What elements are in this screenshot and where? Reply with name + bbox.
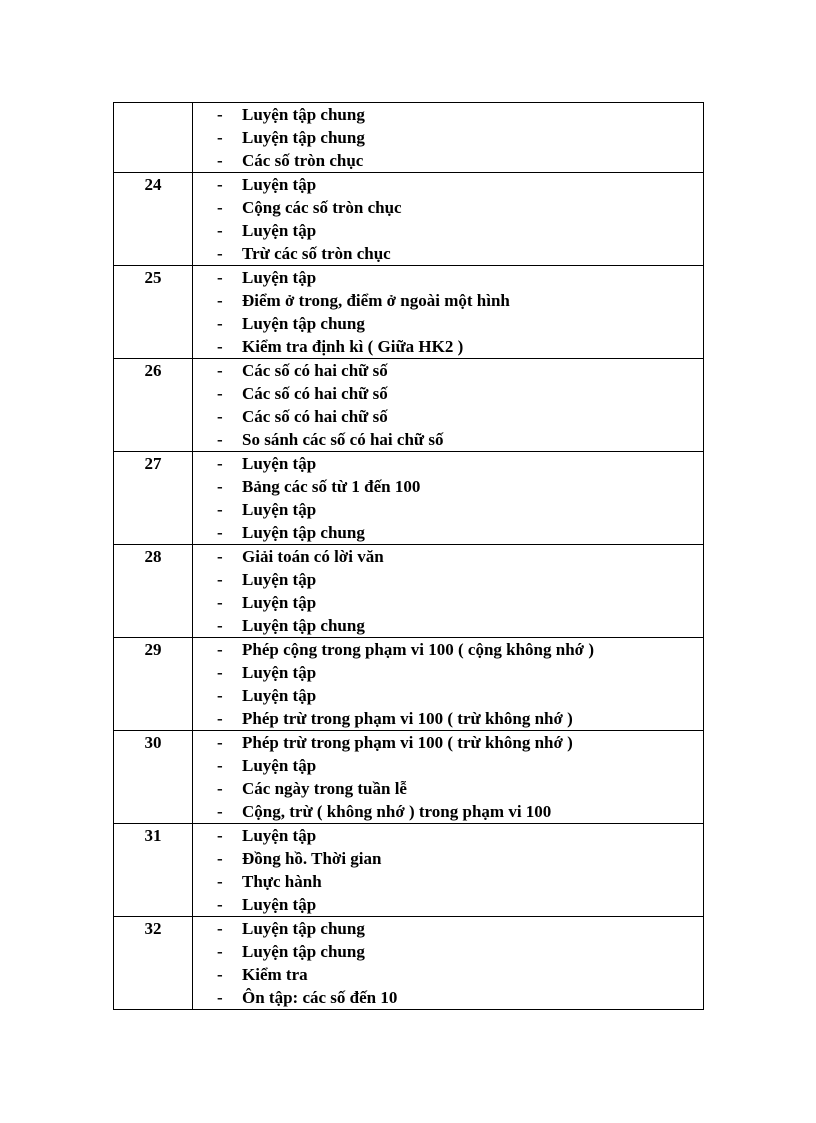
week-number: 29 (114, 638, 193, 731)
lesson-title: Luyện tập chung (242, 523, 365, 542)
lesson-title: Cộng các số tròn chục (242, 198, 402, 217)
lessons-cell (193, 731, 704, 824)
dash-bullet-icon: - (217, 244, 223, 263)
dash-bullet-icon: - (217, 895, 223, 914)
list-item (193, 917, 703, 940)
lesson-list (193, 452, 703, 544)
dash-bullet-icon: - (217, 988, 223, 1007)
lesson-title: Trừ các số tròn chục (242, 244, 391, 263)
dash-bullet-icon: - (217, 802, 223, 821)
lesson-title: Luyện tập (242, 268, 317, 287)
week-number (114, 103, 193, 173)
lesson-title: Ôn tập: các số đến 10 (242, 988, 398, 1007)
list-item (193, 289, 703, 312)
table-row (114, 731, 704, 824)
dash-bullet-icon: - (217, 849, 223, 868)
dash-bullet-icon: - (217, 942, 223, 961)
lesson-list (193, 359, 703, 451)
dash-bullet-icon: - (217, 523, 223, 542)
list-item (193, 382, 703, 405)
lesson-title: Các số có hai chữ số (242, 384, 388, 403)
lesson-title: Phép trừ trong phạm vi 100 ( trừ không nhớ ) (242, 733, 573, 752)
list-item (193, 893, 703, 916)
list-item (193, 475, 703, 498)
lessons-cell (193, 824, 704, 917)
week-number: 26 (114, 359, 193, 452)
lesson-title: Thực hành (242, 872, 322, 891)
list-item (193, 754, 703, 777)
dash-bullet-icon: - (217, 221, 223, 240)
table-row (114, 103, 704, 173)
list-item (193, 242, 703, 265)
lessons-cell (193, 452, 704, 545)
lessons-cell (193, 266, 704, 359)
lesson-title: Luyện tập (242, 756, 317, 775)
lessons-cell (193, 917, 704, 1010)
dash-bullet-icon: - (217, 477, 223, 496)
lesson-title: Phép cộng trong phạm vi 100 ( cộng không nhớ ) (242, 640, 594, 659)
list-item (193, 521, 703, 544)
list-item (193, 963, 703, 986)
dash-bullet-icon: - (217, 198, 223, 217)
lesson-title: Luyện tập (242, 454, 317, 473)
dash-bullet-icon: - (217, 663, 223, 682)
lesson-title: Các số có hai chữ số (242, 407, 388, 426)
lesson-list (193, 824, 703, 916)
list-item (193, 498, 703, 521)
dash-bullet-icon: - (217, 779, 223, 798)
lesson-schedule-table (113, 102, 704, 1010)
lessons-cell (193, 103, 704, 173)
list-item (193, 196, 703, 219)
dash-bullet-icon: - (217, 291, 223, 310)
dash-bullet-icon: - (217, 337, 223, 356)
lesson-list (193, 173, 703, 265)
list-item (193, 452, 703, 475)
list-item (193, 800, 703, 823)
lessons-cell (193, 173, 704, 266)
lesson-list (193, 103, 703, 172)
lesson-title: Luyện tập chung (242, 105, 365, 124)
list-item (193, 405, 703, 428)
week-number: 31 (114, 824, 193, 917)
lesson-title: Luyện tập chung (242, 942, 365, 961)
dash-bullet-icon: - (217, 384, 223, 403)
lesson-title: Các ngày trong tuần lễ (242, 779, 407, 798)
lessons-cell (193, 545, 704, 638)
lesson-title: Các số có hai chữ số (242, 361, 388, 380)
dash-bullet-icon: - (217, 616, 223, 635)
dash-bullet-icon: - (217, 454, 223, 473)
list-item (193, 614, 703, 637)
lesson-title: Luyện tập (242, 686, 317, 705)
dash-bullet-icon: - (217, 733, 223, 752)
lesson-title: Kiểm tra định kì ( Giữa HK2 ) (242, 337, 464, 356)
lesson-title: So sánh các số có hai chữ số (242, 430, 444, 449)
dash-bullet-icon: - (217, 872, 223, 891)
lesson-title: Luyện tập (242, 175, 317, 194)
list-item (193, 428, 703, 451)
list-item (193, 103, 703, 126)
lesson-title: Các số tròn chục (242, 151, 364, 170)
table-row (114, 173, 704, 266)
week-number: 28 (114, 545, 193, 638)
dash-bullet-icon: - (217, 151, 223, 170)
dash-bullet-icon: - (217, 640, 223, 659)
lessons-cell (193, 638, 704, 731)
dash-bullet-icon: - (217, 547, 223, 566)
dash-bullet-icon: - (217, 105, 223, 124)
lesson-title: Luyện tập (242, 221, 317, 240)
dash-bullet-icon: - (217, 268, 223, 287)
dash-bullet-icon: - (217, 965, 223, 984)
lesson-title: Kiểm tra (242, 965, 308, 984)
list-item (193, 731, 703, 754)
lesson-title: Đồng hồ. Thời gian (242, 849, 382, 868)
table-row (114, 452, 704, 545)
list-item (193, 777, 703, 800)
dash-bullet-icon: - (217, 500, 223, 519)
table-row (114, 824, 704, 917)
lesson-list (193, 638, 703, 730)
list-item (193, 940, 703, 963)
lesson-title: Luyện tập (242, 895, 317, 914)
dash-bullet-icon: - (217, 361, 223, 380)
list-item (193, 847, 703, 870)
table-row (114, 266, 704, 359)
week-number: 32 (114, 917, 193, 1010)
lesson-list (193, 545, 703, 637)
week-number: 25 (114, 266, 193, 359)
lesson-title: Luyện tập chung (242, 919, 365, 938)
lesson-list (193, 917, 703, 1009)
list-item (193, 219, 703, 242)
list-item (193, 591, 703, 614)
list-item (193, 312, 703, 335)
lesson-list (193, 266, 703, 358)
lesson-title: Luyện tập (242, 500, 317, 519)
lesson-title: Luyện tập chung (242, 616, 365, 635)
list-item (193, 149, 703, 172)
dash-bullet-icon: - (217, 128, 223, 147)
list-item (193, 266, 703, 289)
lesson-list (193, 731, 703, 823)
dash-bullet-icon: - (217, 826, 223, 845)
lesson-title: Bảng các số từ 1 đến 100 (242, 477, 421, 496)
list-item (193, 126, 703, 149)
lesson-title: Luyện tập chung (242, 128, 365, 147)
list-item (193, 684, 703, 707)
lesson-title: Luyện tập (242, 826, 317, 845)
lesson-title: Luyện tập chung (242, 314, 365, 333)
lesson-title: Luyện tập (242, 663, 317, 682)
dash-bullet-icon: - (217, 756, 223, 775)
dash-bullet-icon: - (217, 686, 223, 705)
table-row (114, 359, 704, 452)
list-item (193, 986, 703, 1009)
dash-bullet-icon: - (217, 407, 223, 426)
list-item (193, 638, 703, 661)
lesson-title: Điểm ở trong, điểm ở ngoài một hình (242, 291, 510, 310)
dash-bullet-icon: - (217, 430, 223, 449)
lessons-cell (193, 359, 704, 452)
dash-bullet-icon: - (217, 175, 223, 194)
list-item (193, 824, 703, 847)
week-number: 30 (114, 731, 193, 824)
lesson-title: Phép trừ trong phạm vi 100 ( trừ không nhớ ) (242, 709, 573, 728)
dash-bullet-icon: - (217, 593, 223, 612)
lesson-title: Luyện tập (242, 570, 317, 589)
schedule-body (114, 103, 704, 1010)
lesson-title: Giải toán có lời văn (242, 547, 384, 566)
table-row (114, 545, 704, 638)
dash-bullet-icon: - (217, 709, 223, 728)
list-item (193, 568, 703, 591)
list-item (193, 545, 703, 568)
lesson-title: Cộng, trừ ( không nhớ ) trong phạm vi 100 (242, 802, 552, 821)
list-item (193, 870, 703, 893)
table-row (114, 917, 704, 1010)
table-row (114, 638, 704, 731)
list-item (193, 173, 703, 196)
lesson-title: Luyện tập (242, 593, 317, 612)
dash-bullet-icon: - (217, 570, 223, 589)
list-item (193, 359, 703, 382)
list-item (193, 335, 703, 358)
week-number: 27 (114, 452, 193, 545)
list-item (193, 707, 703, 730)
dash-bullet-icon: - (217, 919, 223, 938)
week-number: 24 (114, 173, 193, 266)
dash-bullet-icon: - (217, 314, 223, 333)
list-item (193, 661, 703, 684)
